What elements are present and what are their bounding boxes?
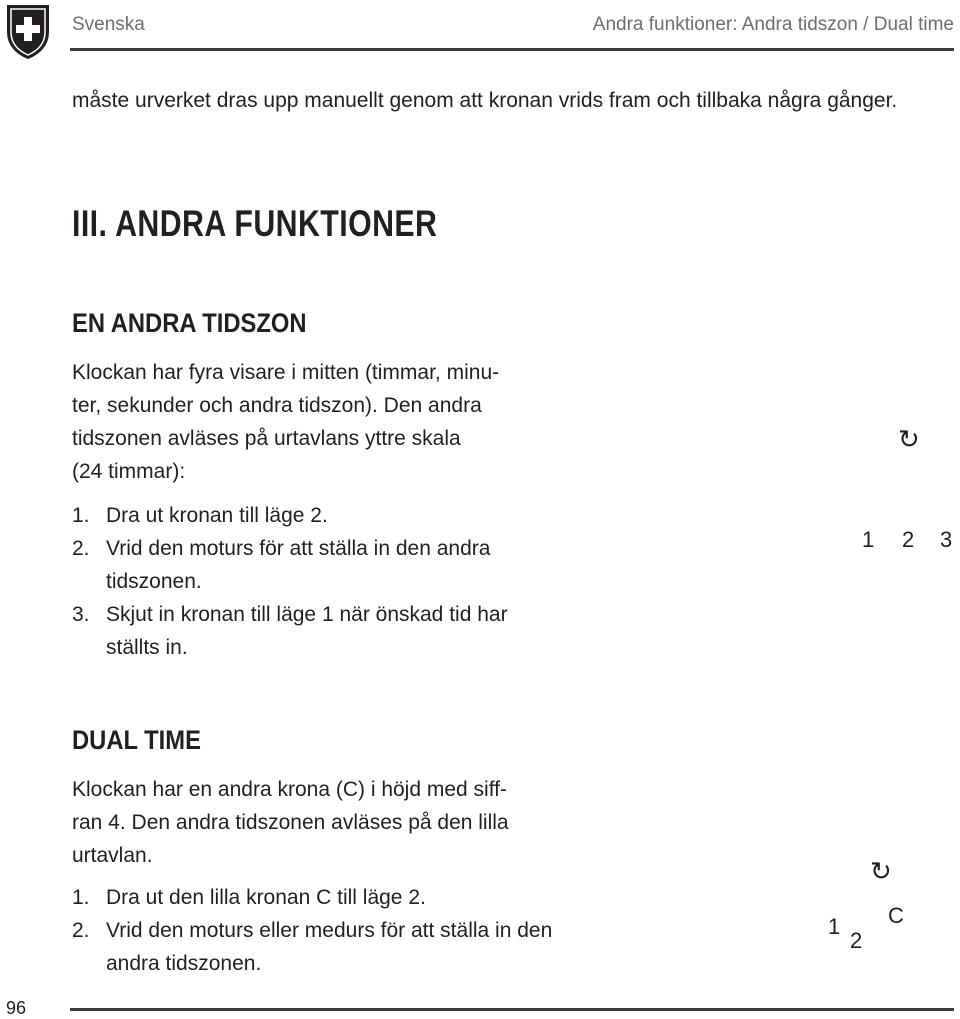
page-number: 96	[6, 998, 27, 1018]
header-language: Svenska	[72, 14, 145, 35]
list-item	[72, 532, 562, 598]
list-item	[72, 499, 562, 532]
paragraph-line: Klockan har en andra krona (C) i höjd med siff-	[72, 778, 507, 801]
header-rule	[70, 48, 954, 51]
rotate-icon: ↻	[870, 856, 892, 886]
intro-text: måste urverket dras upp manuellt genom att kronan vrids fram och tillbaka några gånger.	[72, 89, 898, 112]
step-number: 2.	[72, 537, 90, 560]
step-text: Dra ut kronan till läge 2.	[106, 504, 328, 527]
crown-label-c: C	[888, 903, 904, 928]
header-section-title: Andra funktioner: Andra tidszon / Dual time	[592, 14, 954, 35]
step-text: Vrid den moturs för att ställa in den andra tidszonen.	[106, 537, 491, 593]
paragraph-line: (24 timmar):	[72, 460, 186, 483]
footer-rule	[70, 1008, 954, 1011]
paragraph-line: ran 4. Den andra tidszonen avläses på den lilla	[72, 811, 509, 834]
rotate-icon: ↻	[898, 424, 920, 454]
list-item	[72, 881, 562, 914]
chapter-title: III. ANDRA FUNKTIONER	[72, 203, 438, 244]
step-number: 1.	[72, 886, 90, 909]
dual-time-steps	[72, 881, 562, 980]
list-item	[72, 598, 562, 664]
second-timezone-paragraph	[72, 356, 562, 488]
step-number: 1.	[72, 504, 90, 527]
dual-time-paragraph	[72, 773, 562, 872]
paragraph-line: urtavlan.	[72, 844, 153, 867]
list-item	[72, 914, 562, 980]
crown-position-1: 1	[862, 527, 875, 552]
crown-position-3: 3	[940, 527, 953, 552]
step-text: Skjut in kronan till läge 1 när önskad tid har ställts in.	[106, 603, 508, 659]
crown-position-2: 2	[850, 928, 863, 953]
second-timezone-steps	[72, 499, 562, 664]
crown-position-1: 1	[828, 914, 841, 939]
paragraph-line: ter, sekunder och andra tidszon). Den andra	[72, 394, 482, 417]
section-title-dual-time: DUAL TIME	[72, 725, 201, 755]
paragraph-line: tidszonen avläses på urtavlans yttre skala	[72, 427, 461, 450]
step-number: 2.	[72, 919, 90, 942]
section-title-second-timezone: EN ANDRA TIDSZON	[72, 308, 307, 338]
step-number: 3.	[72, 603, 90, 626]
step-text: Dra ut den lilla kronan C till läge 2.	[106, 886, 426, 909]
step-text: Vrid den moturs eller medurs för att ställa in den andra tidszonen.	[106, 919, 553, 975]
swiss-army-shield-logo	[4, 2, 52, 60]
paragraph-line: Klockan har fyra visare i mitten (timmar, minu-	[72, 361, 500, 384]
crown-position-2: 2	[902, 527, 915, 552]
